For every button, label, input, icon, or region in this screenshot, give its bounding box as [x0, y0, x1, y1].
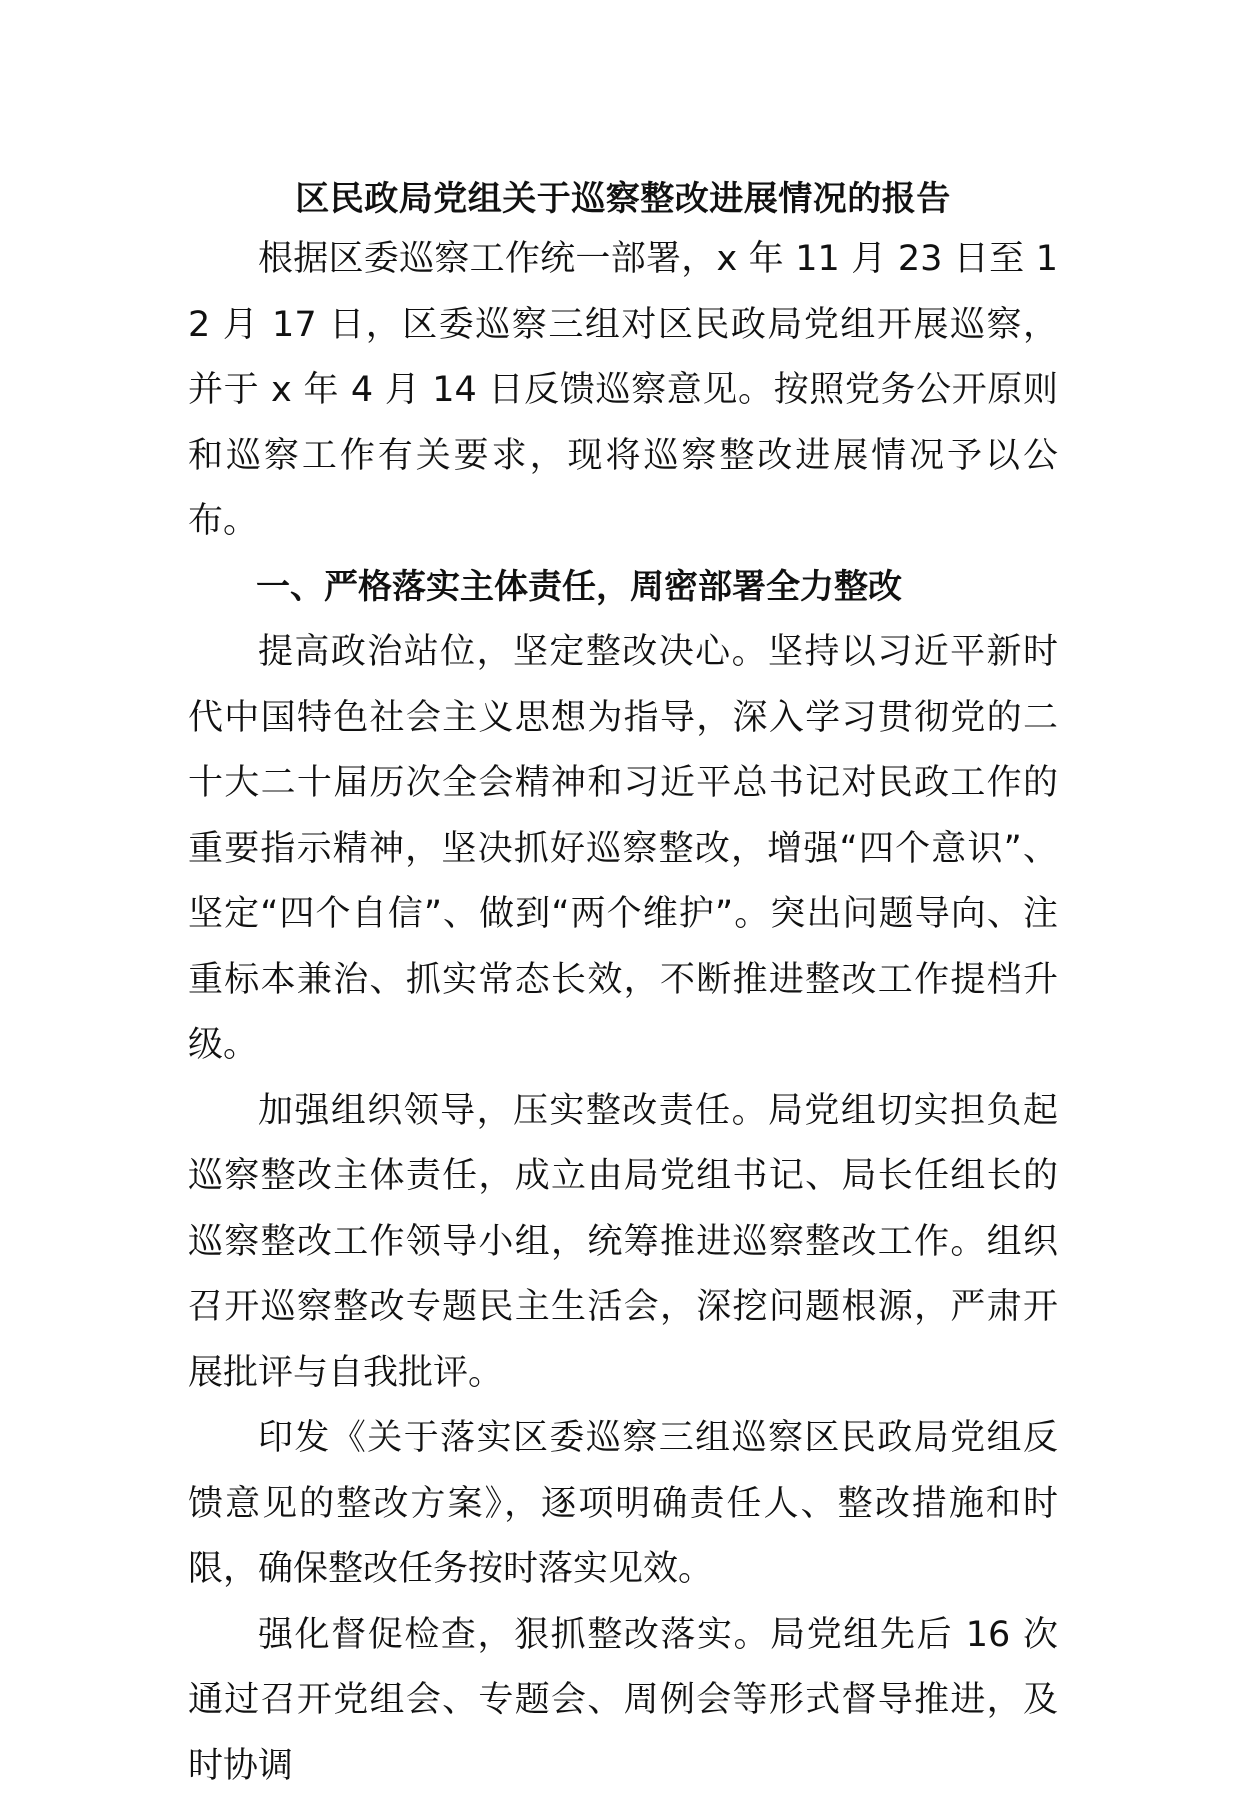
document-page [188, 176, 1058, 1799]
intro-paragraph: 根据区委巡察工作统一部署，x 年 11 月 23 日至 12 月 17 日，区委巡察三组对区民政局党组开展巡察，并于 x 年 4 月 14 日反馈巡察意见。按照党务公开原则和巡察工作有关要求，现将巡察整改进展情况予以公布。 [188, 227, 1058, 555]
body-paragraph: 强化督促检查，狠抓整改落实。局党组先后 16 次通过召开党组会、专题会、周例会等形式督导推进，及时协调 [188, 1603, 1058, 1799]
section-heading: 一、严格落实主体责任，周密部署全力整改 [188, 555, 1058, 621]
body-paragraph: 印发《关于落实区委巡察三组巡察区民政局党组反馈意见的整改方案》，逐项明确责任人、整改措施和时限，确保整改任务按时落实见效。 [188, 1406, 1058, 1603]
document-title: 区民政局党组关于巡察整改进展情况的报告 [188, 176, 1058, 222]
body-paragraph: 提高政治站位，坚定整改决心。坚持以习近平新时代中国特色社会主义思想为指导，深入学习贯彻党的二十大二十届历次全会精神和习近平总书记对民政工作的重要指示精神，坚决抓好巡察整改，增强“四个意识”、坚定“四个自信”、做到“两个维护”。突出问题导向、注重标本兼治、抓实常态长效，不断推进整改工作提档升级。 [188, 620, 1058, 1079]
body-paragraph: 加强组织领导，压实整改责任。局党组切实担负起巡察整改主体责任，成立由局党组书记、局长任组长的巡察整改工作领导小组，统筹推进巡察整改工作。组织召开巡察整改专题民主生活会，深挖问题根源，严肃开展批评与自我批评。 [188, 1079, 1058, 1407]
